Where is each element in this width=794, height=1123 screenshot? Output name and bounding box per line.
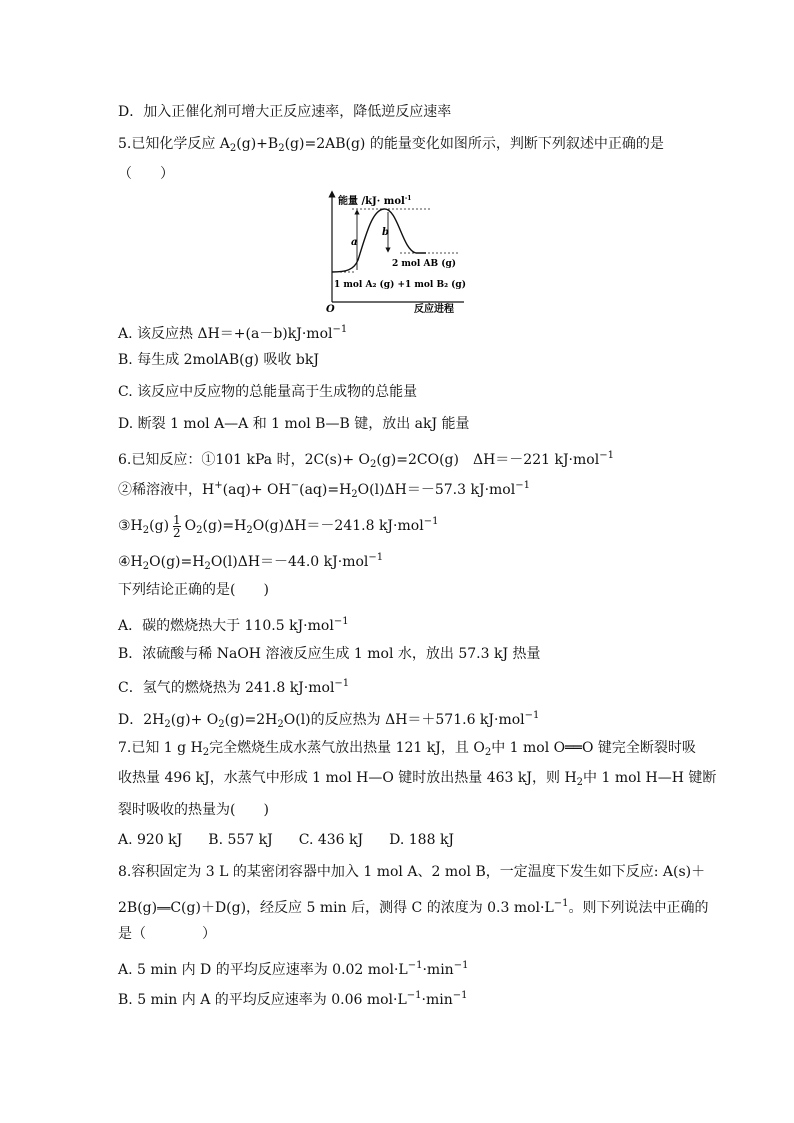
q8-option-b [118, 986, 468, 1010]
q7-sub: 2 [484, 747, 492, 758]
q6-sup: −1 [599, 450, 614, 461]
q7-option-b: B. 557 kJ [208, 832, 273, 848]
q6-r3-sub: 2 [196, 525, 203, 536]
q6-stem [118, 446, 614, 475]
q5-option-a-sup: −1 [332, 324, 348, 335]
q6-r3-text: O [184, 518, 197, 534]
q8-option-a [118, 956, 468, 980]
q8-option-b-text: B. 5 min 内 A 的平均反应速率为 0.06 mol·L [118, 992, 407, 1008]
reactant-label: 1 mol A₂ (g) +1 mol B₂ (g) [334, 280, 466, 290]
q6-r2-text: O(l)ΔH＝－57.3 kJ·mol [357, 482, 516, 498]
q8-option-a-text: A. 5 min 内 D 的平均反应速率为 0.02 mol·L [118, 962, 408, 978]
q6-option-c [118, 674, 349, 698]
q5-answer-paren: （ ） [118, 166, 174, 182]
q8-option-b-text: ·min [421, 992, 453, 1008]
q5-option-a-text: A. 该反应热 ΔH＝+(a－b)kJ·mol [118, 326, 333, 342]
q6-option-b: B．浓硫酸与稀 NaOH 溶液反应生成 1 mol 水，放出 57.3 kJ 热量 [118, 646, 541, 662]
q8-option-a-sup: −1 [407, 960, 423, 971]
q6-sub: 2 [370, 459, 377, 470]
q8-option-b-sup: −1 [406, 990, 422, 1001]
q6-r2-sup: + [214, 480, 223, 491]
q6-r2-text: (aq)=H [299, 482, 352, 498]
q8-stem-line-2 [118, 894, 709, 919]
q5-stem-text: 5.已知化学反应 A [118, 136, 230, 152]
q8-text: C(g)＋D(g)，经反应 5 min 后，测得 C 的浓度为 0.3 mol·L [170, 900, 554, 916]
q8-option-a-text: ·min [422, 962, 454, 978]
q6-question: 下列结论正确的是( ) [118, 582, 269, 598]
q6-r2-text: ②稀溶液中，H [118, 482, 215, 498]
q7-stem-line-3: 裂时吸收的热量为( ) [118, 802, 269, 818]
y-axis-label: 能量 /kJ· mol$^{-1}$ [338, 195, 412, 207]
q6-option-d-sub: 2 [277, 719, 284, 730]
q6-r3-sup: −1 [423, 516, 439, 527]
q7-text: 中 1 mol H—H 键断 [583, 770, 717, 786]
q8-equilibrium-sign: ══ [157, 902, 171, 915]
q6-option-d-sub: 2 [218, 719, 225, 730]
q5-stem [118, 134, 664, 159]
q7-stem-line-2 [118, 768, 716, 793]
q6-option-d-text: (g)+ O [170, 712, 219, 728]
q7-option-a: A. 920 kJ [118, 832, 183, 848]
q6-reaction-4 [118, 548, 383, 577]
q7-options [118, 830, 480, 850]
q5-stem-text: (g)+B [236, 136, 279, 152]
q6-stem-text: 6.已知反应：①101 kPa 时，2C(s)+ O [118, 452, 370, 468]
q8-sup: −1 [553, 898, 569, 909]
q6-option-c-text: C．氢气的燃烧热为 241.8 kJ·mol [118, 680, 335, 696]
q5-option-d: D. 断裂 1 mol A—A 和 1 mol B—B 键，放出 akJ 能量 [118, 416, 470, 432]
q6-r3-sub: 2 [142, 525, 150, 536]
q6-option-d-sub: 2 [164, 719, 171, 730]
q6-option-d-sup: −1 [524, 710, 540, 721]
q7-option-d: D. 188 kJ [389, 832, 455, 848]
q6-option-c-sup: −1 [334, 678, 350, 689]
origin-label: O [326, 304, 335, 315]
q6-option-d-text: D．2H [118, 712, 165, 728]
q6-r3-text: ③H [118, 518, 143, 534]
q6-stem-text: (g)=2CO(g) ΔH＝－221 kJ·mol [376, 452, 600, 468]
q6-r2-text: (aq)+ OH [222, 482, 291, 498]
q5-option-c: C. 该反应中反应物的总能量高于生成物的总能量 [118, 384, 418, 400]
q6-option-a-text: A．碳的燃烧热大于 110.5 kJ·mol [118, 618, 334, 634]
q7-sub: 2 [576, 777, 584, 788]
q6-r4-sup: −1 [368, 552, 384, 563]
q6-r4-text: O(l)ΔH＝－44.0 kJ·mol [210, 554, 369, 570]
energy-diagram [322, 190, 470, 316]
fraction-denominator: 2 [173, 525, 181, 540]
q5-sub: 2 [278, 143, 285, 154]
q8-stem-line-1: 8.容积固定为 3 L 的某密闭容器中加入 1 mol A、2 mol B，一定温度下发生如下反应: A(s)＋ [118, 864, 706, 880]
q6-r4-sub: 2 [204, 561, 211, 572]
q7-option-c: C. 436 kJ [298, 832, 364, 848]
q5-option-b: B. 每生成 2molAB(g) 吸收 bkJ [118, 352, 319, 368]
q6-reaction-2 [118, 476, 530, 505]
q7-text: 收热量 496 kJ，水蒸气中形成 1 mol H—O 键时放出热量 463 kJ，则 H [118, 770, 577, 786]
q5-stem-text: (g)=2AB(g) 的能量变化如图所示，判断下列叙述中正确的是 [284, 136, 664, 152]
q6-r2-sub: 2 [351, 489, 358, 500]
q6-r2-sup: −1 [515, 480, 530, 491]
q6-r3-text: O(g)ΔH＝－241.8 kJ·mol [252, 518, 424, 534]
q5-sub: 2 [229, 143, 237, 154]
fraction-numerator: 1 [173, 512, 181, 527]
label-b: b [382, 227, 389, 238]
q6-option-d [118, 706, 539, 735]
label-a: a [351, 237, 358, 248]
q6-option-d-text: O(l)的反应热为 ΔH＝＋571.6 kJ·mol [283, 712, 525, 728]
q6-option-a-sup: −1 [333, 616, 349, 627]
q6-r3-sub: 2 [246, 525, 253, 536]
q5-option-a [118, 320, 347, 344]
q6-r3-fraction [173, 514, 181, 539]
q4-option-d: D．加入正催化剂可增大正反应速率，降低逆反应速率 [118, 104, 452, 120]
q8-text: 2B(g) [118, 900, 158, 916]
x-axis-label: 反应进程 [414, 304, 454, 315]
product-label: 2 mol AB (g) [392, 259, 457, 269]
q8-option-a-sup: −1 [453, 960, 469, 971]
q6-r3-text: (g)=H [202, 518, 247, 534]
q6-option-a [118, 612, 349, 636]
q7-text: 完全燃烧生成水蒸气放出热量 121 kJ，且 O [209, 740, 485, 756]
q6-reaction-3 [118, 508, 438, 545]
q6-r4-text: O(g)=H [149, 554, 205, 570]
q7-stem-line-1 [118, 738, 696, 763]
q6-r4-text: ④H [118, 554, 143, 570]
q7-text: 中 1 mol O══O 键完全断裂时吸 [491, 740, 696, 756]
q6-r4-sub: 2 [142, 561, 150, 572]
q8-option-b-sup: −1 [452, 990, 468, 1001]
q7-sub: 2 [202, 747, 210, 758]
q7-text: 7.已知 1 g H [118, 740, 203, 756]
q8-stem-line-3: 是（ ） [118, 926, 216, 942]
q6-r3-text: (g) [149, 518, 170, 534]
q6-option-d-text: (g)=2H [224, 712, 278, 728]
q6-r2-sup: − [290, 480, 300, 491]
q8-text: 。则下列说法中正确的 [568, 900, 709, 916]
